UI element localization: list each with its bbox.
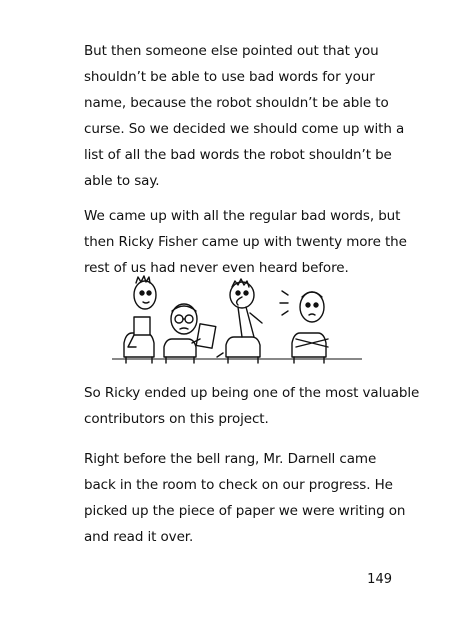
paragraph-2 [84, 203, 407, 281]
paragraph-3 [84, 380, 420, 432]
text-line: contributors on this project. [84, 411, 269, 427]
text-line: then Ricky Fisher came up with twenty more the [84, 234, 407, 250]
kid-figure-4 [280, 291, 328, 363]
text-line: curse. So we decided we should come up with a [84, 121, 405, 137]
text-line: able to say. [84, 173, 160, 189]
kid-figure-1 [124, 276, 156, 363]
paragraph-4 [84, 446, 404, 550]
text-line: and read it over. [84, 529, 194, 545]
text-line: But then someone else pointed out that you [84, 43, 379, 59]
kid-figure-3 [217, 279, 262, 363]
text-line: shouldn’t be able to use bad words for your [84, 69, 375, 85]
text-line: rest of us had never even heard before. [84, 260, 349, 276]
kid-figure-2 [164, 304, 216, 363]
students-illustration [112, 273, 362, 365]
text-line: name, because the robot shouldn’t be able to [84, 95, 389, 111]
text-line: We came up with all the regular bad words, but [84, 208, 401, 224]
page-number: 149 [367, 572, 392, 587]
paragraph-1 [84, 38, 404, 194]
text-line: Right before the bell rang, Mr. Darnell came [84, 451, 377, 467]
text-line: back in the room to check on our progress. He [84, 477, 393, 493]
text-line: list of all the bad words the robot shouldn’t be [84, 147, 392, 163]
text-line: picked up the piece of paper we were writing on [84, 503, 406, 519]
text-line: So Ricky ended up being one of the most valuable [84, 385, 420, 401]
